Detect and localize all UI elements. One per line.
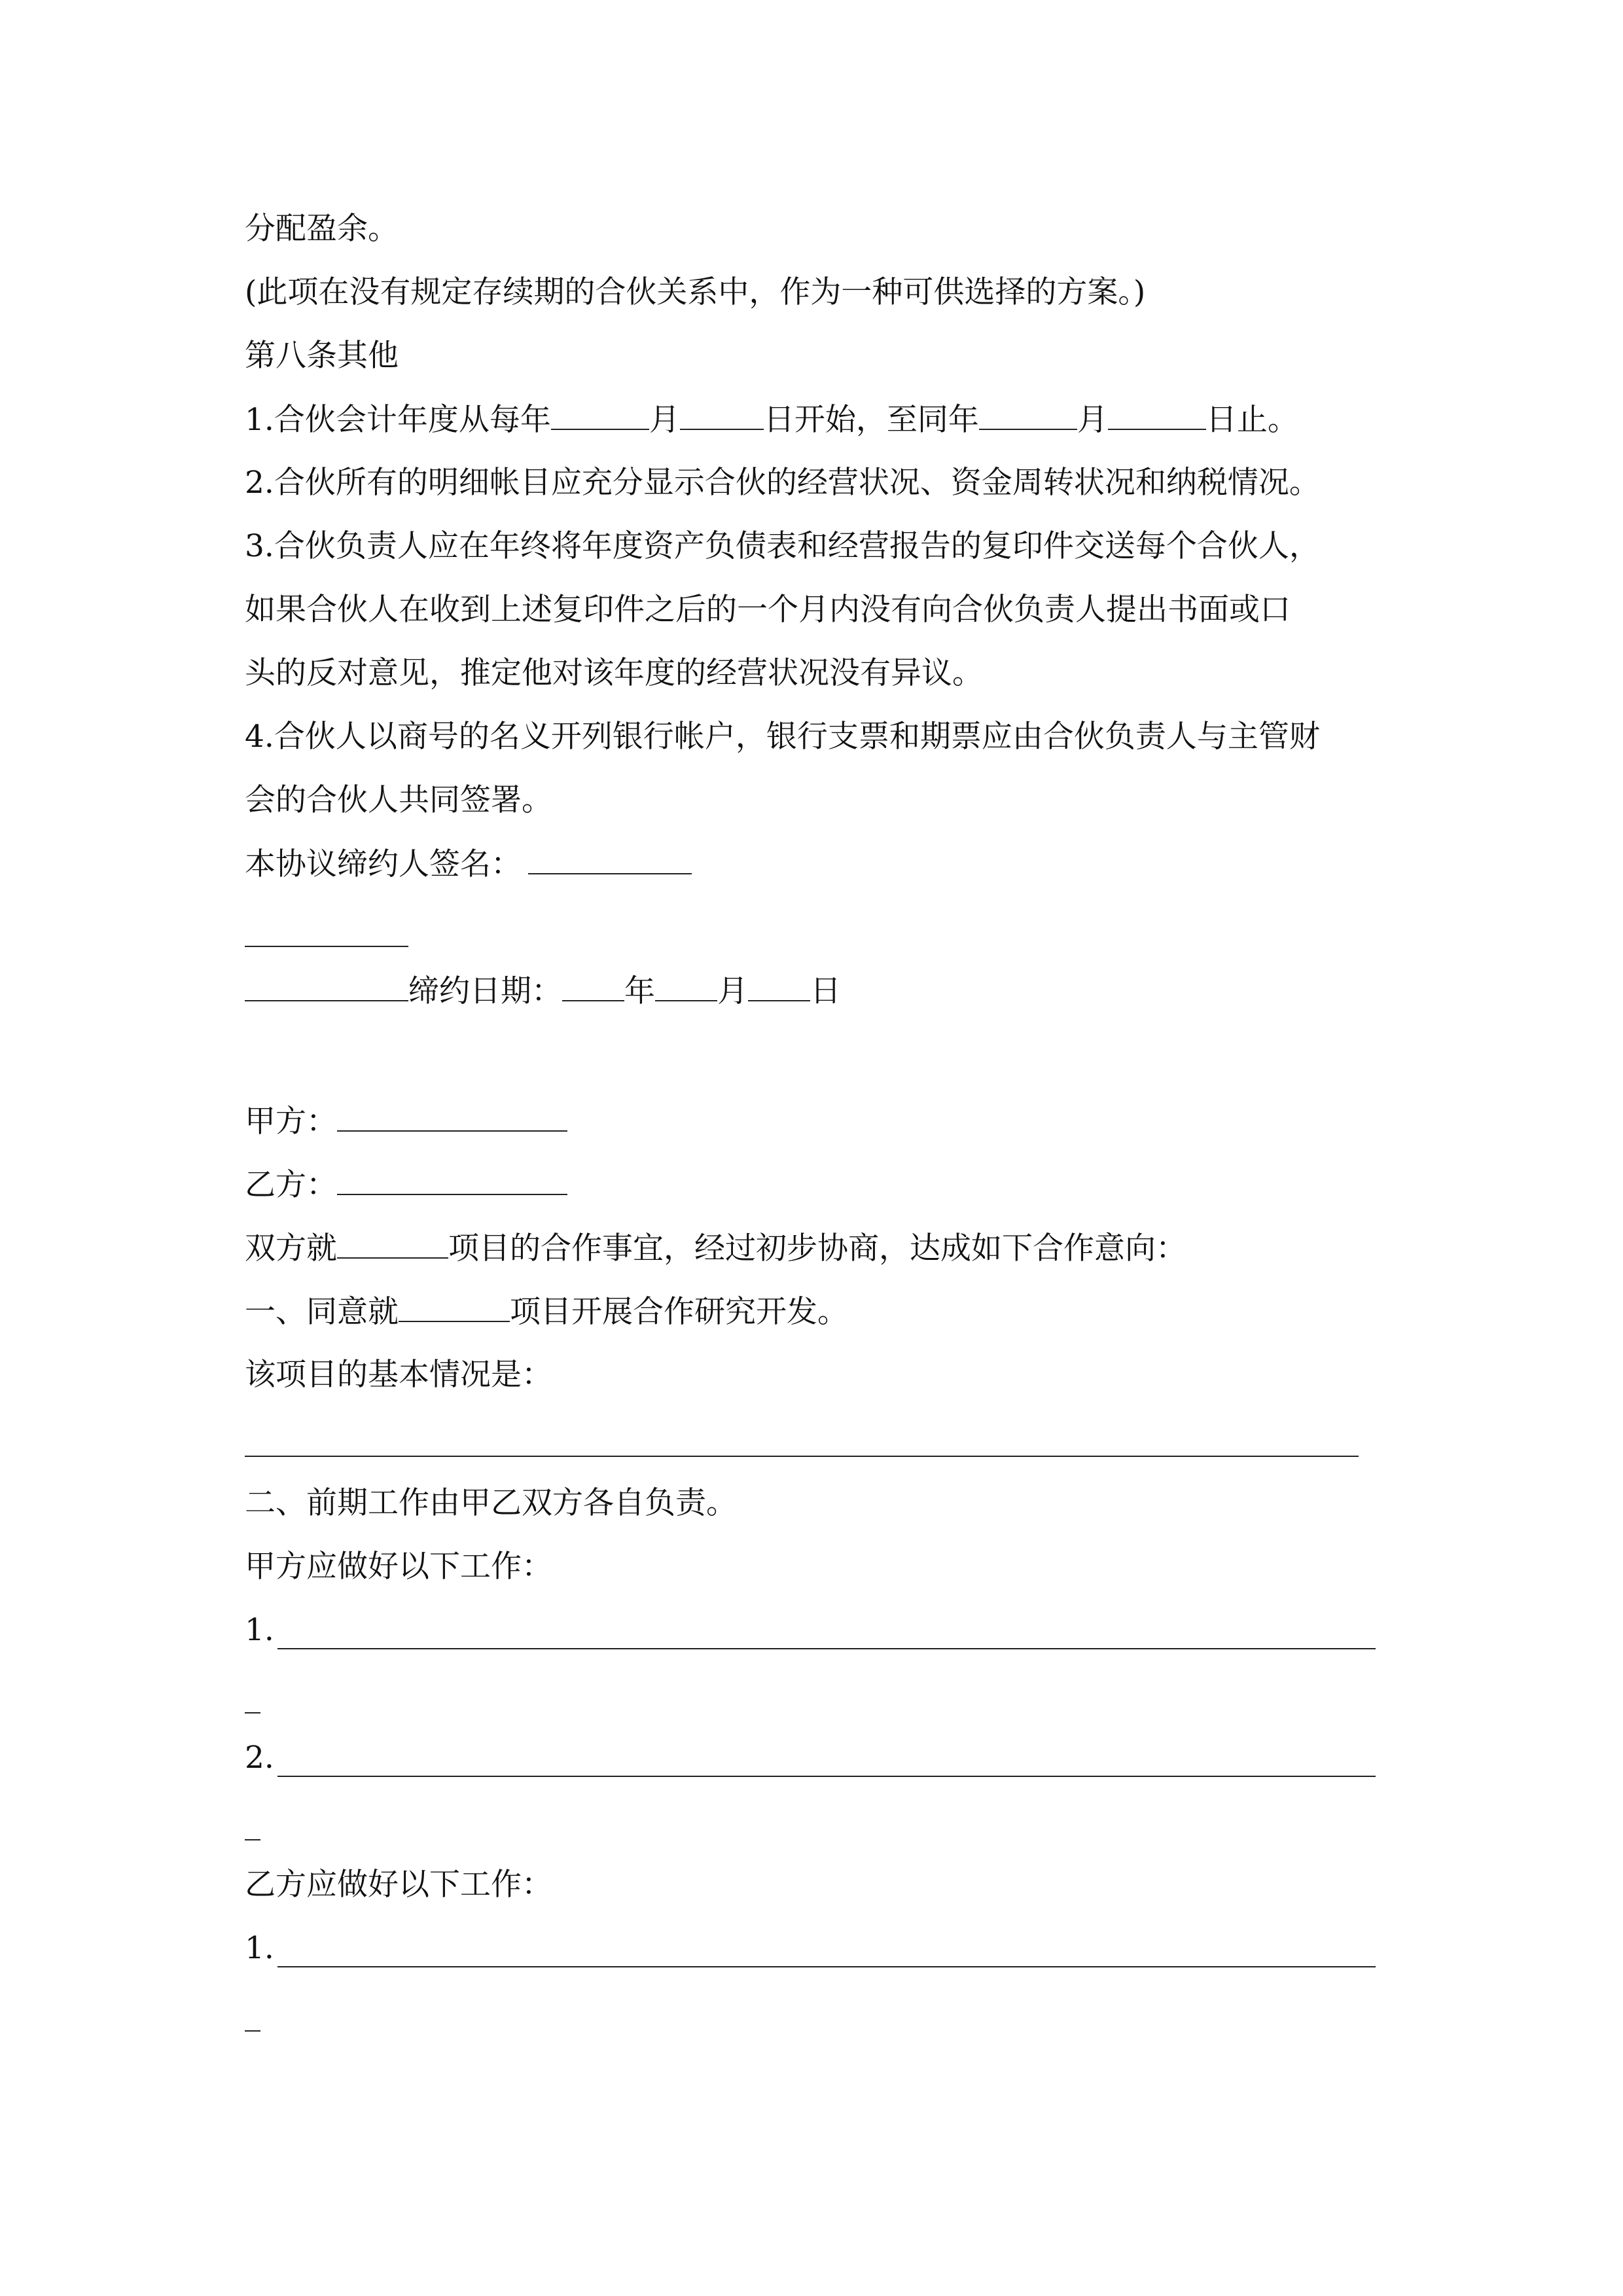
blank-field [748, 971, 810, 1001]
fiscal-year-line [245, 400, 1298, 440]
party-a-line [245, 1102, 567, 1141]
blank-field [680, 400, 764, 430]
text-line: (此项在没有规定存续期的合伙关系中，作为一种可供选择的方案。) [245, 274, 1146, 310]
blank-field [1108, 400, 1206, 430]
text-fragment: 2. [245, 1740, 274, 1776]
text-fragment: 1. [245, 1612, 274, 1648]
blank-field [337, 1102, 567, 1132]
text-fragment: 月 [649, 402, 680, 438]
blank-field [562, 971, 624, 1001]
blank-rule [277, 1648, 1376, 1649]
blank-field [337, 1165, 567, 1195]
signing-date-line [245, 971, 841, 1011]
text-fragment: 1. [245, 1930, 274, 1966]
text-fragment: 1.合伙会计年度从每年 [245, 402, 551, 438]
blank-rule [245, 1712, 260, 1713]
text-line: 该项目的基本情况是： [245, 1357, 552, 1393]
signature-blank [245, 946, 408, 947]
blank-rule [277, 1966, 1376, 1967]
text-fragment: 一、同意就 [245, 1294, 399, 1330]
text-line: 分配盈余。 [245, 211, 399, 247]
signature-blank [528, 844, 692, 874]
blank-field [551, 400, 649, 430]
text-fragment: 甲方： [245, 1103, 337, 1139]
intent-line [245, 1229, 1186, 1268]
text-line: 会的合伙人共同签署。 [245, 782, 552, 818]
blank-rule [245, 2030, 260, 2032]
numbered-blank-line [245, 1929, 274, 1968]
text-fragment: 乙方： [245, 1167, 337, 1203]
blank-field [337, 1229, 448, 1259]
blank-rule [245, 1456, 1359, 1457]
blank-rule [245, 1839, 260, 1840]
party-b-line [245, 1165, 567, 1205]
text-fragment: 双方就 [245, 1230, 337, 1266]
text-line: 如果合伙人在收到上述复印件之后的一个月内没有向合伙负责人提出书面或口 [245, 592, 1291, 628]
text-fragment: 本协议缔约人签名： [245, 846, 522, 882]
text-fragment: 项目开展合作研究开发。 [510, 1294, 848, 1330]
text-line: 甲方应做好以下工作： [245, 1549, 552, 1585]
text-fragment: 日止。 [1205, 402, 1298, 438]
section-heading: 第八条其他 [245, 338, 399, 374]
text-line: 3.合伙负责人应在年终将年度资产负债表和经营报告的复印件交送每个合伙人， [245, 528, 1320, 564]
text-fragment: 项目的合作事宜，经过初步协商，达成如下合作意向： [448, 1230, 1186, 1266]
text-fragment: 缔约日期： [408, 973, 562, 1009]
text-fragment: 日开始，至同年 [763, 402, 979, 438]
text-fragment: 月 [717, 973, 748, 1009]
blank-field [655, 971, 717, 1001]
signature-line [245, 844, 692, 884]
text-line: 4.合伙人以商号的名义开列银行帐户，银行支票和期票应由合伙负责人与主管财 [245, 719, 1320, 755]
numbered-blank-line [245, 1611, 274, 1650]
numbered-blank-line [245, 1738, 274, 1778]
item-one-line [245, 1292, 848, 1332]
blank-field [399, 1292, 510, 1322]
blank-field [979, 400, 1077, 430]
text-fragment: 月 [1077, 402, 1108, 438]
blank-rule [277, 1776, 1376, 1777]
text-line: 乙方应做好以下工作： [245, 1867, 552, 1903]
text-fragment: 日 [810, 973, 841, 1009]
text-fragment: 年 [624, 973, 655, 1009]
text-line: 二、前期工作由甲乙双方各自负责。 [245, 1485, 737, 1521]
text-line: 头的反对意见，推定他对该年度的经营状况没有异议。 [245, 655, 983, 691]
text-line: 2.合伙所有的明细帐目应充分显示合伙的经营状况、资金周转状况和纳税情况。 [245, 465, 1320, 501]
signature-blank [245, 971, 408, 1001]
